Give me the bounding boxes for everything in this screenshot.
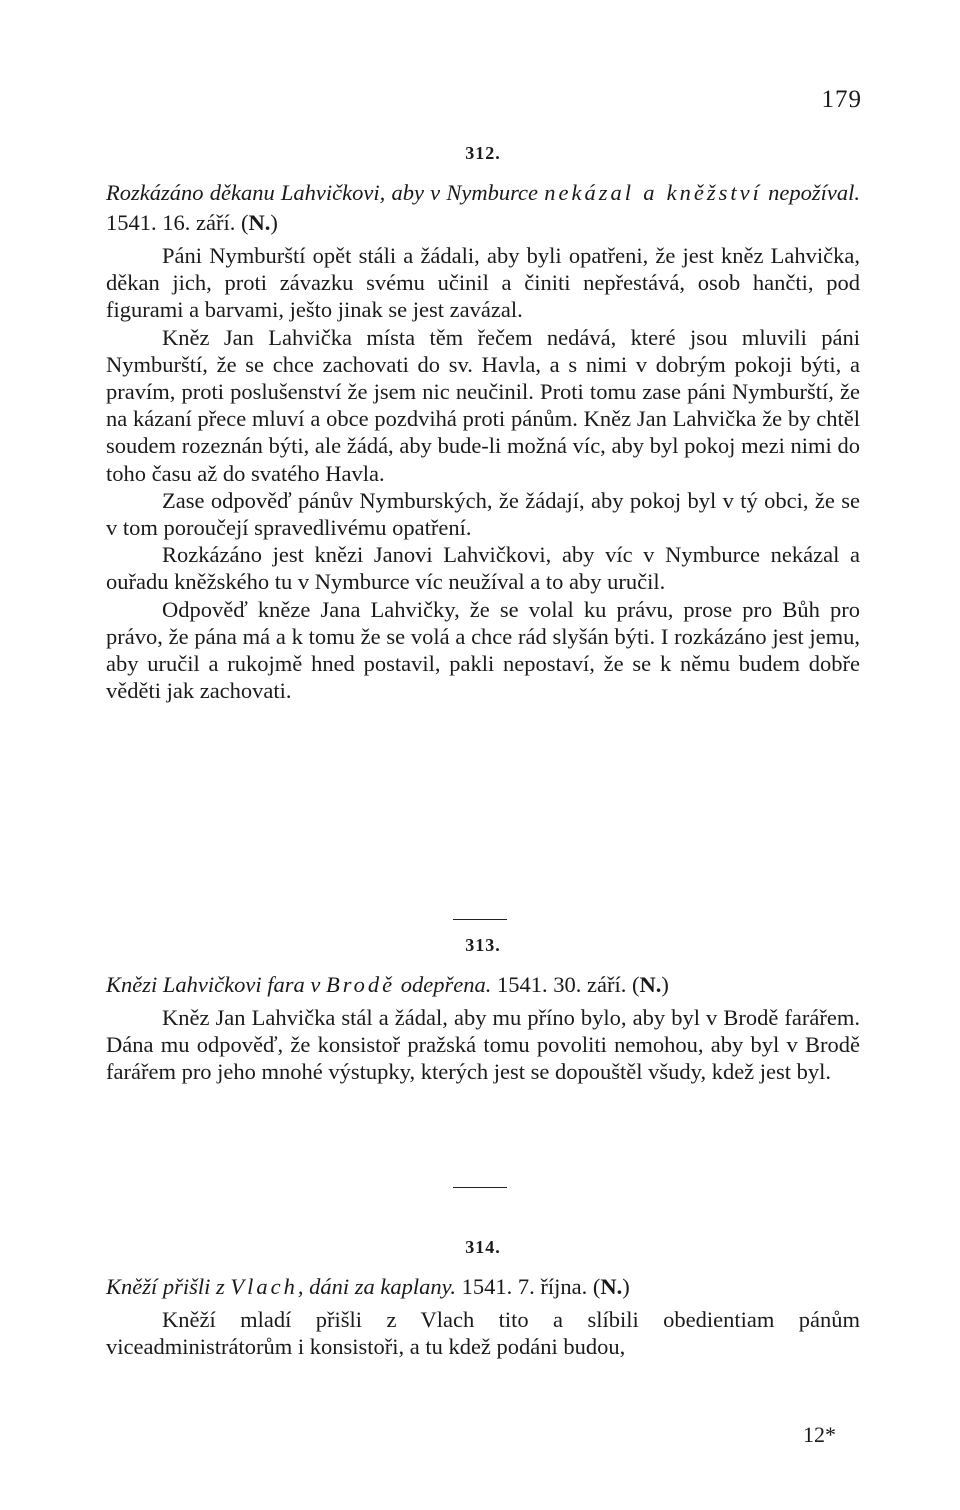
signature-mark: 12* (803, 1422, 836, 1447)
page-number: 179 (821, 86, 862, 113)
section-divider (453, 919, 507, 920)
heading-part: 1541. 7. října. ( (456, 1274, 601, 1299)
heading-part: nekázal a kněžství (544, 180, 762, 205)
section-313 (106, 935, 860, 1086)
paragraph: Kněz Jan Lahvička místa těm řečem nedává, které jsou mluvili páni Nymburští, že se chce zachovati do sv. Havla, a s nimi v dobrým pokoji býti, a pravím, proti poslušenství že jsem nic neučinil. Proti tomu zase páni Nymburští, že na kázaní přece mluví a obce pozdvihá proti pánům. Kněz Jan Lahvička že by chtěl soudem rozeznán býti, ale žádá, aby bude-li možná víc, aby byl pokoj mezi nimi do toho času až do svatého Havla. (106, 324, 860, 486)
section-number: 313. (465, 935, 501, 955)
paragraph: Páni Nymburští opět stáli a žádali, aby byli opatřeni, že jest kněz Lahvička, děkan jich, proti závazku svému učinil a činiti nepřestává, osob hančti, pod figurami a barvami, ješto jinak se jest zavázal. (106, 243, 860, 323)
heading-part: ) (622, 1274, 630, 1299)
heading-part: Brodě (325, 972, 396, 997)
heading-part: N. (600, 1274, 623, 1299)
section-divider (453, 1187, 507, 1188)
heading-part: Knězi Lahvičkovi fara v (106, 972, 326, 997)
heading-part: N. (639, 972, 662, 997)
paragraph: Kněží mladí přišli z Vlach tito a slíbili obedientiam pánům viceadministrátorům i konsistoři, a tu kdež podáni budou, (106, 1307, 860, 1360)
section-heading (106, 1272, 860, 1302)
heading-part: ) (270, 210, 278, 235)
section-number: 314. (465, 1237, 501, 1257)
section-314 (106, 1237, 860, 1360)
section-heading (106, 970, 860, 1000)
paragraph: Odpověď kněze Jana Lahvičky, že se volal ku právu, prose pro Bůh pro právo, že pána má a k tomu že se volá a chce rád slyšán býti. I rozkázáno jest jemu, aby uručil a rukojmě hned postavil, pakli nepostaví, že se k němu budem dobře věděti jak zachovati. (106, 596, 860, 704)
heading-part: ) (661, 972, 669, 997)
heading-part: odepřena. (395, 972, 492, 997)
heading-part: Vlach (230, 1274, 298, 1299)
paragraph: Zase odpověď pánův Nymburských, že žádají, aby pokoj byl v tý obci, že se v tom poroučejí spravedlivému opatření. (106, 487, 860, 541)
heading-part: 1541. 16. září. ( (106, 210, 249, 235)
paragraph: Kněz Jan Lahvička stál a žádal, aby mu příno bylo, aby byl v Brodě farářem. Dána mu odpověď, že konsistoř pražská tomu povoliti nemohou, aby byl v Brodě farářem pro jeho mnohé výstupky, kterých jest se dopouštěl všudy, kdež jest byl. (106, 1005, 860, 1085)
heading-part: 1541. 30. září. ( (491, 972, 640, 997)
section-312 (106, 143, 860, 704)
section-heading (106, 178, 860, 238)
heading-part: Rozkázáno děkanu Lahvičkovi, aby v Nymburce (106, 180, 545, 205)
heading-part: N. (248, 210, 271, 235)
paragraph: Rozkázáno jest knězi Janovi Lahvičkovi, aby víc v Nymburce nekázal a ouřadu kněžského tu v Nymburce víc neužíval a to aby uručil. (106, 542, 860, 595)
heading-part: , dáni za kaplany. (297, 1274, 457, 1299)
heading-part: nepožíval. (761, 180, 860, 205)
heading-part: Kněží přišli z (106, 1274, 231, 1299)
section-number: 312. (465, 143, 501, 163)
